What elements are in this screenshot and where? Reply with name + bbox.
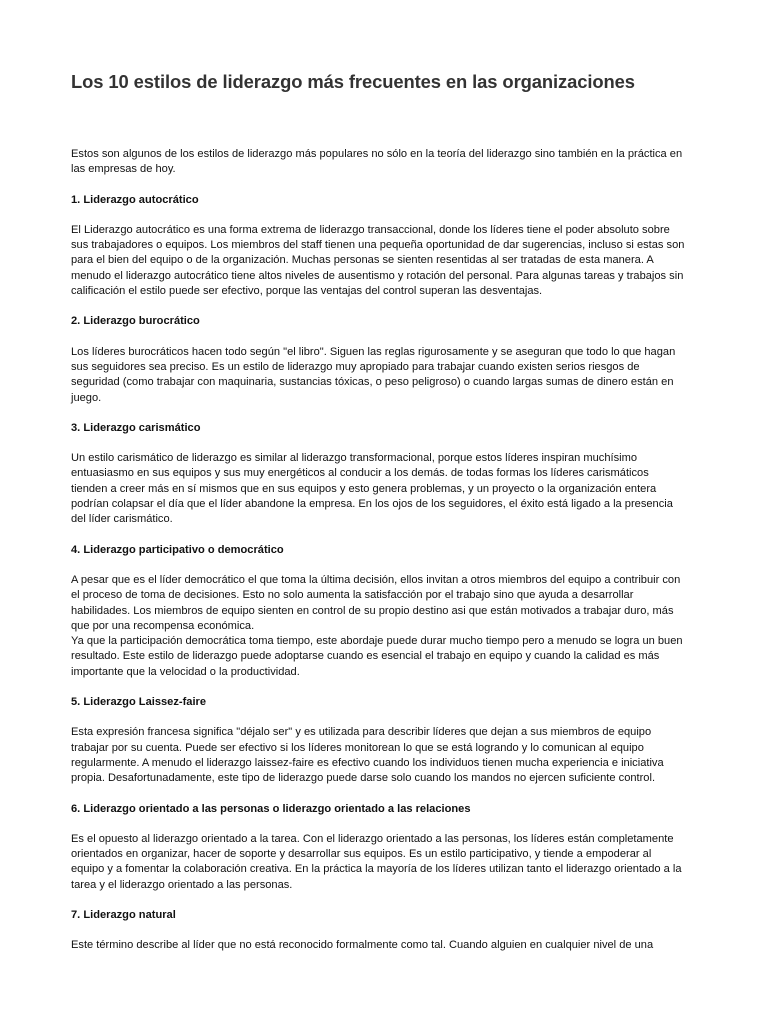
section-burocratico	[71, 314, 698, 405]
intro-paragraph: Estos son algunos de los estilos de liderazgo más populares no sólo en la teoría del liderazgo sino también en la práctica en las empresas de hoy.	[71, 148, 683, 176]
section-body: Es el opuesto al liderazgo orientado a la tarea. Con el liderazgo orientado a las personas, los líderes están completamente orientados en organizar, hacer de soporte y desarrollar sus equipos. Es un estilo participativo, y tiende a empoderar al equipo y a fomentar la colaboración creativa. En la práctica la mayoría de los líderes utilizan tanto el liderazgo orientado a la tarea y el liderazgo orientado a las personas.	[71, 832, 682, 891]
section-heading: 6. Liderazgo orientado a las personas o liderazgo orientado a las relaciones	[71, 802, 471, 815]
section-heading: 3. Liderazgo carismático	[71, 421, 201, 434]
section-orientado-personas	[71, 802, 698, 893]
section-body: Un estilo carismático de liderazgo es similar al liderazgo transformacional, porque estos líderes inspiran muchísimo entuasiasmo en sus equipos y sus muy energéticos al conducir a los demás. de todas formas los líderes carismáticos tienden a creer más en sí mismos que en sus equipos y esto genera problemas, y un proyecto o la organización entera podrían colapsar el día que el líder abandone la empresa. En los ojos de los seguidores, el éxito está ligado a la presencia del líder carismático.	[71, 452, 673, 526]
section-heading: 5. Liderazgo Laissez-faire	[71, 696, 207, 709]
section-heading: 4. Liderazgo participativo o democrático	[71, 543, 284, 556]
section-participativo	[71, 543, 698, 680]
section-heading: 2. Liderazgo burocrático	[71, 315, 200, 328]
section-heading: 1. Liderazgo autocrático	[71, 193, 199, 206]
section-body: Este término describe al líder que no está reconocido formalmente como tal. Cuando alguien en cualquier nivel de una	[71, 939, 654, 952]
section-laissez-faire	[71, 695, 698, 786]
section-body: A pesar que es el líder democrático el que toma la última decisión, ellos invitan a otros miembros del equipo a contribuir con el proceso de toma de decisiones. Esto no solo aumenta la satisfacción por el trabajo sino que ayuda a desarrollar habilidades. Los miembros de equipo sienten en control de su propio destino asi que están motivados a trabajar duro, más que por una recompensa económica. Ya que la participación democrática toma tiempo, este abordaje puede durar mucho tiempo pero a menudo se logra un buen resultado. Este estilo de liderazgo puede adoptarse cuando es esencial el trabajo en equipo y cuando la calidad es más importante que la velocidad o la productividad.	[71, 573, 683, 678]
section-body: El Liderazgo autocrático es una forma extrema de liderazgo transaccional, donde los líderes tiene el poder absoluto sobre sus trabajadores o equipos. Los miembros del staff tienen una pequeña oportunidad de dar sugerencias, incluso si estas son para el bien del equipo o de la organización. Muchas personas se sienten resentidas al ser tratadas de esta manera. A menudo el liderazgo autocrático tiene altos niveles de ausentismo y rotación del personal. Para algunas tareas y trabajos sin calificación el estilo puede ser efectivo, porque las ventajas del control superan las desventajas.	[71, 223, 685, 298]
section-body: Los líderes burocráticos hacen todo según "el libro". Siguen las reglas rigurosamente y se aseguran que todo lo que hagan sus seguidores sea preciso. Es un estilo de liderazgo muy apropiado para trabajar cuando existen serios riesgos de seguridad (como trabajar con maquinaria, sustancias tóxicas, o peso peligroso) o cuando largas sumas de dinero están en juego.	[71, 345, 676, 404]
section-natural	[71, 908, 698, 954]
document-title: Los 10 estilos de liderazgo más frecuentes en las organizaciones	[71, 71, 635, 92]
section-autocratico	[71, 193, 698, 300]
section-carismatico	[71, 421, 698, 528]
section-body: Esta expresión francesa significa "déjalo ser" y es utilizada para describir líderes que dejan a sus miembros de equipo trabajar por su cuenta. Puede ser efectivo si los líderes monitorean lo que se está logrando y lo comunican al equipo regularmente. A menudo el liderazgo laissez-faire es efectivo cuando los individuos tienen mucha experiencia e iniciativa propia. Desafortunadamente, este tipo de liderazgo puede darse solo cuando los mandos no ejercen suficiente control.	[71, 726, 664, 785]
section-heading: 7. Liderazgo natural	[71, 908, 176, 921]
